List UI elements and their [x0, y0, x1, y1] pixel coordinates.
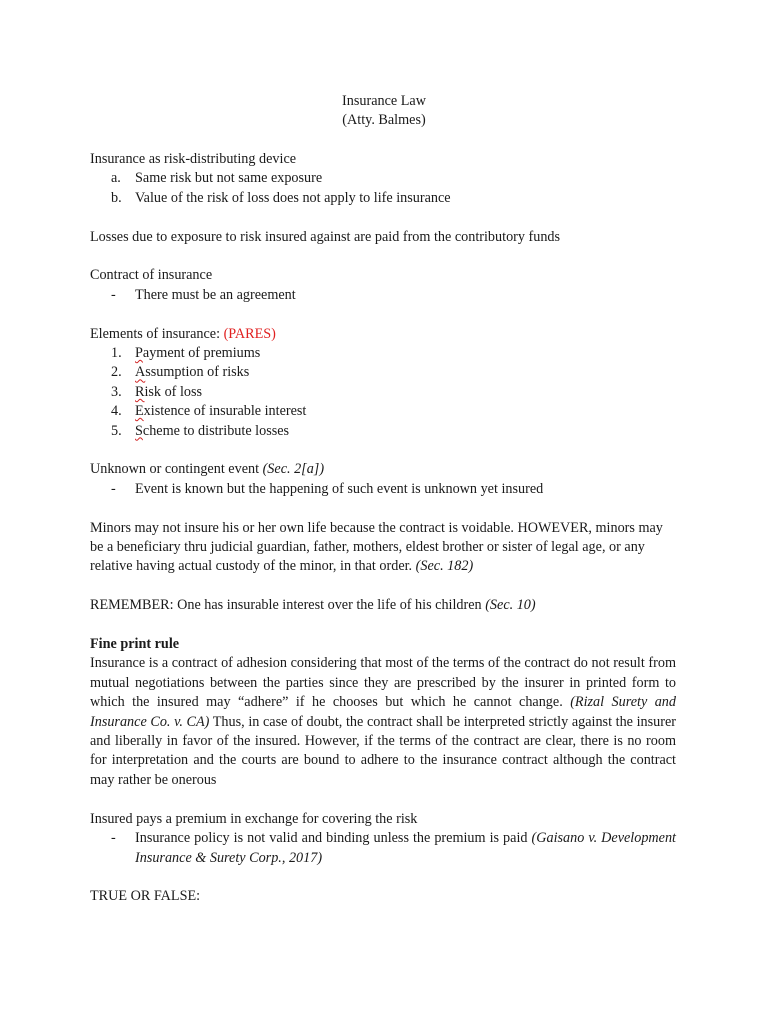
list-item: [90, 422, 676, 441]
list-item-text: Insurance policy is not valid and binding unless the premium is paid: [135, 830, 532, 847]
event-list: [90, 480, 676, 499]
event-heading: [90, 460, 676, 479]
list-item: [90, 189, 676, 208]
risk-list: [90, 169, 676, 208]
fine-print-heading: Fine print rule: [90, 636, 180, 653]
acronym-letter: R: [135, 383, 145, 400]
elements-heading-text: Elements of insurance:: [90, 325, 224, 342]
document-body: [90, 150, 676, 907]
contract-list: [90, 286, 676, 305]
list-marker: a.: [111, 170, 121, 187]
list-item-text: xistence of insurable interest: [143, 403, 307, 420]
document-subtitle: (Atty. Balmes): [342, 112, 426, 129]
acronym-letter: E: [135, 403, 144, 420]
list-item: [90, 402, 676, 421]
list-item-text: ayment of premiums: [142, 345, 261, 362]
event-heading-text: Unknown or contingent event: [90, 461, 263, 478]
contract-heading: Contract of insurance: [90, 267, 213, 284]
event-citation: (Sec. 2[a]): [262, 461, 325, 478]
acronym-letter: P: [135, 345, 143, 362]
list-marker: 4.: [111, 403, 122, 420]
list-item-text: Same risk but not same exposure: [135, 170, 323, 187]
minors-text: Minors may not insure his or her own life because the contract is voidable. HOWEVER, minors may be a beneficiary thru judicial guardian, father, mothers, eldest brother or sister of legal age, or any relative having actual custody of the minor, in that order.: [90, 519, 663, 575]
list-item-text: Event is known but the happening of such event is unknown yet insured: [135, 480, 544, 497]
list-marker: 2.: [111, 364, 122, 381]
minors-citation: (Sec. 182): [415, 558, 474, 575]
list-item: [90, 286, 676, 305]
list-marker: -: [111, 286, 116, 303]
list-item: [90, 344, 676, 363]
premium-list: [90, 829, 676, 868]
list-item: [90, 383, 676, 402]
list-item-text: ssumption of risks: [145, 364, 250, 381]
pares-acronym: (PARES): [223, 325, 276, 342]
fine-print-paragraph: [90, 654, 676, 790]
acronym-letter: S: [135, 422, 143, 439]
list-marker: 5.: [111, 422, 122, 439]
acronym-letter: A: [135, 364, 146, 381]
risk-heading: Insurance as risk-distributing device: [90, 151, 297, 167]
list-item-text: isk of loss: [144, 383, 203, 400]
true-false-heading: TRUE OR FALSE:: [90, 888, 201, 905]
list-item-text: Value of the risk of loss does not apply to life insurance: [135, 189, 451, 206]
fine-print-citation: (Rizal Surety and Insurance Co. v. CA): [90, 694, 676, 730]
elements-heading: [90, 325, 676, 344]
remember-text: REMEMBER: One has insurable interest over the life of his children: [90, 597, 486, 614]
list-item: [90, 480, 676, 499]
list-item-text: cheme to distribute losses: [142, 422, 290, 439]
list-item: [90, 363, 676, 382]
premium-citation: (Gaisano v. Development Insurance & Surety Corp., 2017): [135, 830, 676, 866]
minors-paragraph: [90, 519, 676, 577]
title-block: [0, 92, 768, 131]
list-marker: 3.: [111, 383, 122, 400]
elements-list: [90, 344, 676, 441]
remember-citation: (Sec. 10): [485, 597, 536, 614]
remember-paragraph: [90, 596, 676, 615]
list-marker: 1.: [111, 345, 122, 362]
document-title: Insurance Law: [342, 93, 426, 109]
list-marker: -: [111, 480, 116, 497]
list-item: [90, 829, 676, 868]
fine-print-text-1: Insurance is a contract of adhesion considering that most of the terms of the contract do not result from mutual negotiations between the parties since they are prescribed by the insurer in printed form to which the insured may “adhere” if he chooses but which he cannot change.: [90, 655, 676, 711]
losses-paragraph: Losses due to exposure to risk insured against are paid from the contributory funds: [90, 228, 561, 245]
list-marker: -: [111, 830, 116, 847]
list-marker: b.: [111, 189, 122, 206]
list-item-text: There must be an agreement: [135, 286, 296, 303]
premium-heading: Insured pays a premium in exchange for covering the risk: [90, 810, 418, 827]
fine-print-text-2: Thus, in case of doubt, the contract shall be interpreted strictly against the insurer and liberally in favor of the insured. However, if the terms of the contract are clear, there is no room for interpretation and the courts are bound to adhere to the insurance contract although the contract may rather be onerous: [90, 713, 676, 788]
list-item: [90, 169, 676, 188]
